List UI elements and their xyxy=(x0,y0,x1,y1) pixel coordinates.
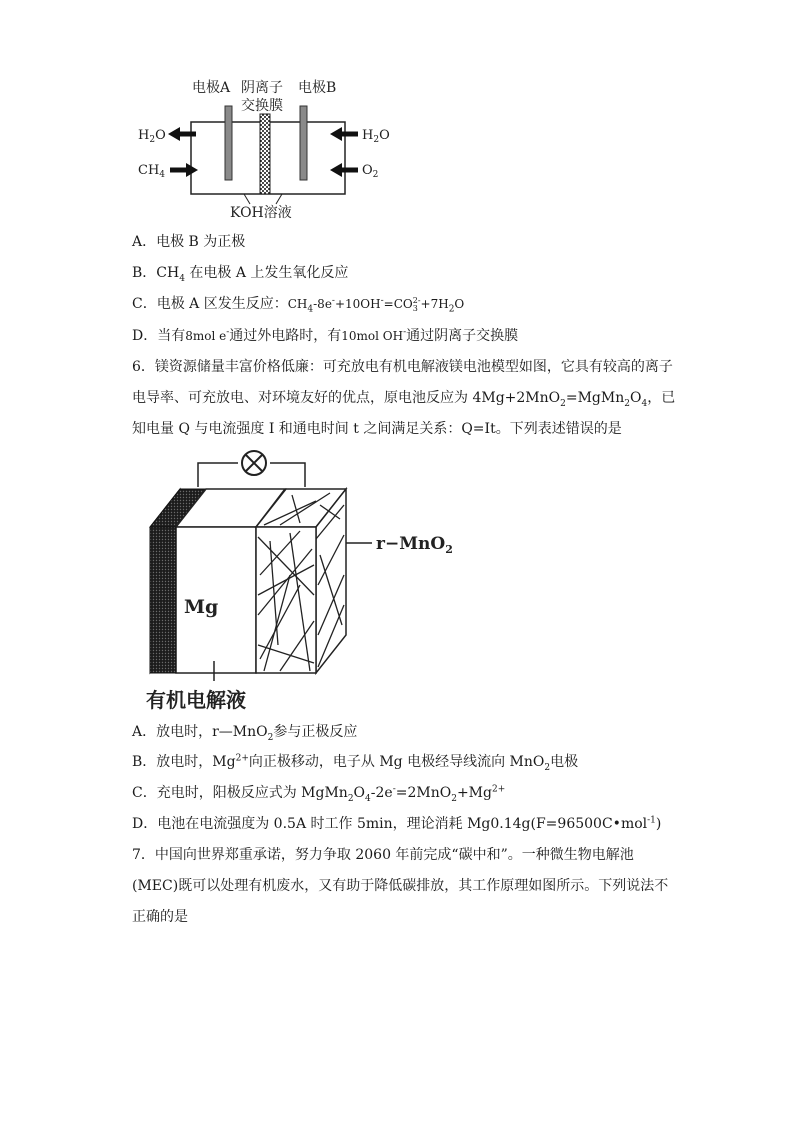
electrolyte-label: 有机电解液 xyxy=(146,688,246,712)
right-h2o-label: $H_2O$ xyxy=(362,128,390,145)
anion-exchange-membrane xyxy=(260,114,270,194)
arrow-in-right-bottom xyxy=(330,163,358,177)
q6-option-c: C．充电时，阳极反应式为 $MgMn_2O_4-2e^-=2MnO_2+Mg^{2+}$ xyxy=(132,784,506,804)
membrane-label-line2: 交换膜 xyxy=(241,98,283,114)
electrode-a xyxy=(225,106,232,180)
membrane-label-line1: 阴离子 xyxy=(241,80,283,96)
external-wire xyxy=(198,463,238,487)
q5-option-c: C．电极 A 区发生反应：$CH_4-8e^-+10OH^-=CO$ 2- 3 $+7H_2O$ xyxy=(132,295,465,315)
mg-electrode-front xyxy=(150,527,176,673)
electrode-b xyxy=(300,106,307,180)
q6-stem: 6．镁资源储量丰富价格低廉：可充放电有机电解液镁电池模型如图，它具有较高的离子电导率、可充放电、对环境友好的优点，原电池反应为 $4Mg+2MnO_2=MgMn_2O_4$，已知电量 Q 与电流强度 I 和通电时间 t 之间满足关系：Q=It。下列表述错误的是 xyxy=(132,359,676,437)
electrode-b-label: 电极B xyxy=(298,80,337,96)
arrow-in-left-bottom xyxy=(170,163,198,177)
electrode-a-label: 电极A xyxy=(192,80,231,96)
fuel-cell-diagram xyxy=(130,70,400,225)
arrow-out-left-top xyxy=(168,127,196,141)
mg-label: Mg xyxy=(184,596,219,618)
left-h2o-label: $H_2O$ xyxy=(138,128,166,145)
q5-option-d: D．当有8mol e-通过外电路时，有10mol OH-通过阴离子交换膜 xyxy=(132,327,519,344)
q5-option-b: B．$CH_4$ 在电极 A 上发生氧化反应 xyxy=(132,265,349,284)
left-ch4-label: $CH_4$ xyxy=(138,163,166,180)
magnesium-battery-diagram xyxy=(140,445,470,713)
bulb-icon xyxy=(242,451,266,475)
q5-option-a: A．电极 B 为正极 xyxy=(132,234,246,250)
q6-option-d: D．电池在电流强度为 0.5A 时工作 5min，理论消耗 Mg0.14g(F=96500C•mol$^{-1}$) xyxy=(132,815,662,832)
q6-option-b: B．放电时，$Mg^{2+}$向正极移动，电子从 Mg 电极经导线流向 MnO$_2$电极 xyxy=(132,753,579,773)
q6-option-a: A．放电时，r—MnO$_2$参与正极反应 xyxy=(132,724,358,743)
q7-stem: 7．中国向世界郑重承诺，努力争取 2060 年前完成“碳中和”。一种微生物电解池(MEC)既可以处理有机废水，又有助于降低碳排放，其工作原理如图所示。下列说法不正确的是 xyxy=(132,847,669,925)
arrow-in-right-top xyxy=(330,127,358,141)
right-o2-label: $O_2$ xyxy=(362,163,379,180)
koh-label: KOH溶液 xyxy=(230,205,292,221)
cathode-label: r−MnO$_2$ xyxy=(376,534,453,556)
